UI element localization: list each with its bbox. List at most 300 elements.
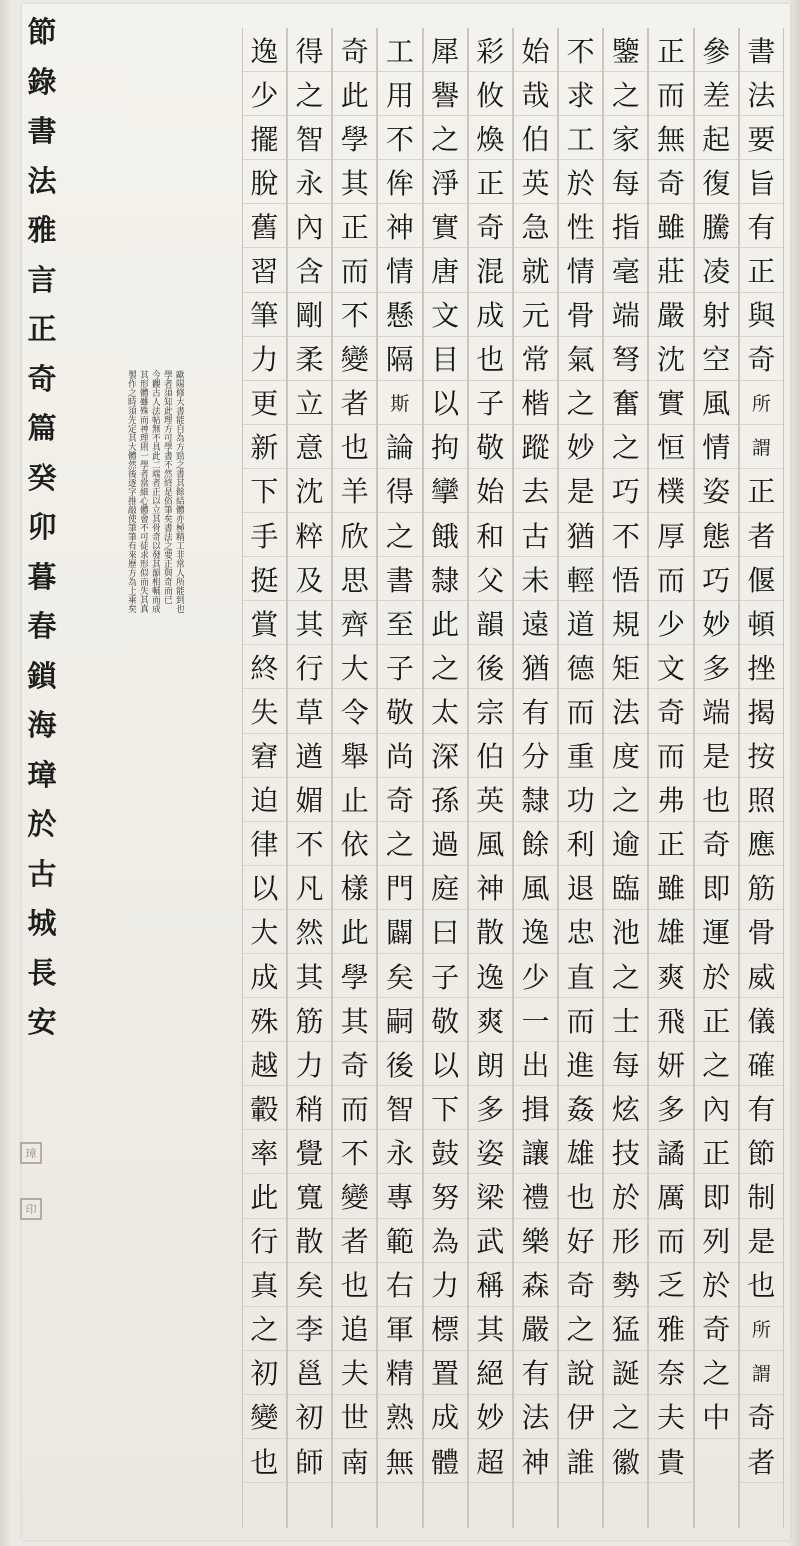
character-cell: 下 [424,1086,467,1130]
character-cell: 應 [740,822,783,866]
character-cell: 矣 [288,1263,331,1307]
character-cell: 譎 [649,1130,692,1174]
character-cell: 之 [604,72,647,116]
character-cell: 度 [604,734,647,778]
character-cell: 家 [604,116,647,160]
character-cell: 是 [695,734,738,778]
character-cell: 剛 [288,293,331,337]
character-cell: 李 [288,1307,331,1351]
character-cell: 分 [514,734,557,778]
text-column [603,28,648,1528]
character-cell: 姿 [695,469,738,513]
character-cell: 起 [695,116,738,160]
character-cell: 情 [559,248,602,292]
character-cell: 空 [695,337,738,381]
character-cell: 飛 [649,998,692,1042]
character-cell: 進 [559,1042,602,1086]
character-cell: 雖 [649,866,692,910]
character-cell: 英 [469,778,512,822]
signature-char: 安 [27,1005,57,1039]
character-cell: 尚 [378,734,421,778]
character-cell: 草 [288,689,331,733]
character-cell: 稍 [288,1086,331,1130]
character-cell: 樣 [333,866,376,910]
character-cell: 也 [469,337,512,381]
character-cell: 敬 [378,689,421,733]
annotation-column: 今觀古人法帖無不具此二端者正以立其骨奇以發其韻相輔而成 [150,370,160,613]
character-cell: 含 [288,248,331,292]
character-cell: 覺 [288,1130,331,1174]
character-cell: 率 [243,1130,286,1174]
character-cell: 臨 [604,866,647,910]
character-cell: 骨 [559,293,602,337]
character-cell: 意 [288,425,331,469]
character-cell: 奇 [469,204,512,248]
character-cell: 初 [243,1351,286,1395]
signature-char: 雅 [27,213,57,247]
character-cell: 悟 [604,557,647,601]
character-cell: 有 [740,204,783,248]
character-cell: 樂 [514,1219,557,1263]
character-cell: 所 [740,381,783,425]
signature-char: 海 [27,708,57,742]
character-cell: 未 [514,557,557,601]
character-cell: 於 [604,1174,647,1218]
character-cell: 即 [695,866,738,910]
character-cell: 妙 [469,1395,512,1439]
signature-char: 鎖 [27,658,57,693]
character-cell: 者 [333,381,376,425]
character-cell: 筋 [740,866,783,910]
character-cell: 也 [740,1263,783,1307]
character-cell: 其 [288,954,331,998]
character-cell: 森 [514,1263,557,1307]
character-cell: 力 [424,1263,467,1307]
character-cell: 新 [243,425,286,469]
character-cell: 偃 [740,557,783,601]
character-cell: 餓 [424,513,467,557]
character-cell: 父 [469,557,512,601]
character-cell: 伯 [514,116,557,160]
character-cell: 儀 [740,998,783,1042]
character-cell: 沈 [288,469,331,513]
character-cell: 鑒 [604,28,647,72]
character-cell: 挺 [243,557,286,601]
character-cell: 禮 [514,1174,557,1218]
character-cell: 至 [378,601,421,645]
character-cell: 者 [740,513,783,557]
character-cell: 道 [559,601,602,645]
character-cell: 彩 [469,28,512,72]
text-column [287,28,332,1528]
character-cell: 樸 [649,469,692,513]
character-cell: 書 [378,557,421,601]
character-cell: 得 [288,28,331,72]
character-cell: 宗 [469,689,512,733]
character-cell: 求 [559,72,602,116]
character-cell: 散 [469,910,512,954]
character-cell: 逸 [243,28,286,72]
character-cell: 絕 [469,1351,512,1395]
annotation-column: 製作之時須先定其大體然後逐字推敲使筆筆有來歷方為上乘矣 [126,370,136,613]
character-cell: 工 [378,28,421,72]
character-cell: 下 [243,469,286,513]
character-cell: 差 [695,72,738,116]
character-cell: 於 [695,1263,738,1307]
signature-char: 正 [27,312,57,346]
signature-char: 法 [27,163,57,198]
character-cell: 闢 [378,910,421,954]
character-cell: 揭 [740,689,783,733]
character-cell: 正 [649,822,692,866]
character-cell: 書 [740,28,783,72]
character-cell: 令 [333,689,376,733]
character-cell: 德 [559,645,602,689]
character-cell: 出 [514,1042,557,1086]
character-cell: 正 [333,204,376,248]
character-cell: 制 [740,1174,783,1218]
character-cell: 不 [604,513,647,557]
character-cell: 也 [559,1174,602,1218]
character-cell: 利 [559,822,602,866]
character-cell: 風 [695,381,738,425]
character-cell: 之 [604,778,647,822]
character-cell: 之 [604,954,647,998]
character-cell: 論 [378,425,421,469]
character-cell: 之 [695,1351,738,1395]
character-cell: 之 [424,116,467,160]
character-cell: 奇 [649,160,692,204]
character-cell: 隸 [514,778,557,822]
text-column [694,28,739,1528]
character-cell: 工 [559,116,602,160]
character-cell: 稱 [469,1263,512,1307]
character-cell: 庭 [424,866,467,910]
signature-char: 卯 [27,510,57,544]
character-cell: 筆 [243,293,286,337]
character-cell: 及 [288,557,331,601]
character-cell: 巧 [604,469,647,513]
character-cell: 多 [469,1086,512,1130]
character-cell: 正 [695,1130,738,1174]
character-cell: 力 [288,1042,331,1086]
character-cell: 炫 [604,1086,647,1130]
character-cell: 之 [378,513,421,557]
character-cell: 拘 [424,425,467,469]
character-cell: 而 [559,998,602,1042]
signature-char: 書 [27,114,57,148]
character-cell: 以 [424,381,467,425]
character-cell: 毫 [604,248,647,292]
character-cell: 無 [649,116,692,160]
character-cell: 態 [695,513,738,557]
character-cell: 敬 [469,425,512,469]
character-cell: 舊 [243,204,286,248]
character-cell: 少 [514,954,557,998]
character-cell: 武 [469,1219,512,1263]
character-cell: 有 [740,1086,783,1130]
character-cell: 好 [559,1219,602,1263]
character-cell: 之 [695,1042,738,1086]
character-cell: 欣 [333,513,376,557]
character-cell: 急 [514,204,557,248]
character-cell: 寬 [288,1174,331,1218]
character-cell: 正 [740,248,783,292]
character-cell: 無 [378,1439,421,1483]
character-cell: 徽 [604,1439,647,1483]
character-cell: 而 [649,734,692,778]
text-column [648,28,693,1528]
character-cell: 風 [514,866,557,910]
character-cell: 成 [424,1395,467,1439]
character-cell: 英 [514,160,557,204]
character-cell: 之 [378,822,421,866]
character-cell: 也 [695,778,738,822]
character-cell: 有 [514,689,557,733]
character-cell: 技 [604,1130,647,1174]
character-cell: 功 [559,778,602,822]
character-cell: 中 [695,1395,738,1439]
character-cell: 也 [333,1263,376,1307]
character-cell: 遠 [514,601,557,645]
character-cell: 雖 [649,204,692,248]
character-cell: 誕 [604,1351,647,1395]
character-cell: 嗣 [378,998,421,1042]
character-cell: 所 [740,1307,783,1351]
annotation-column: 歐陽修大書能自為方勁之書其餘結體亦極精工非常人所能到也 [174,370,184,613]
character-cell: 士 [604,998,647,1042]
character-cell: 其 [469,1307,512,1351]
character-cell: 犀 [424,28,467,72]
character-cell: 更 [243,381,286,425]
character-cell: 混 [469,248,512,292]
character-cell: 子 [378,645,421,689]
character-cell: 體 [424,1439,467,1483]
signature-char: 璋 [27,757,57,792]
signature-char: 春 [27,609,57,643]
character-cell: 妙 [695,601,738,645]
character-cell: 唐 [424,248,467,292]
character-cell: 古 [514,513,557,557]
character-cell: 南 [333,1439,376,1483]
character-cell: 右 [378,1263,421,1307]
character-cell: 奇 [378,778,421,822]
character-cell: 也 [243,1439,286,1483]
text-column [242,28,287,1528]
character-cell: 猛 [604,1307,647,1351]
character-cell: 每 [604,1042,647,1086]
character-cell: 行 [288,645,331,689]
character-cell: 譽 [424,72,467,116]
character-cell: 夫 [333,1351,376,1395]
character-cell: 情 [378,248,421,292]
signature-char: 城 [27,906,57,940]
character-cell: 淨 [424,160,467,204]
character-cell: 媚 [288,778,331,822]
character-cell: 大 [243,910,286,954]
character-cell: 風 [469,822,512,866]
character-cell: 其 [288,601,331,645]
character-cell: 隸 [424,557,467,601]
character-cell: 弗 [649,778,692,822]
character-cell: 勢 [604,1263,647,1307]
character-cell: 也 [333,425,376,469]
character-cell: 置 [424,1351,467,1395]
character-cell: 誰 [559,1439,602,1483]
red-seal-stamp-2: 印 [20,1198,42,1220]
character-cell: 而 [649,557,692,601]
character-cell: 而 [559,689,602,733]
character-cell: 學 [333,116,376,160]
character-cell: 其 [333,160,376,204]
character-cell: 越 [243,1042,286,1086]
character-cell: 思 [333,557,376,601]
character-cell: 確 [740,1042,783,1086]
character-cell: 筋 [288,998,331,1042]
character-cell: 終 [243,645,286,689]
character-cell: 奇 [649,689,692,733]
character-cell: 過 [424,822,467,866]
character-cell: 規 [604,601,647,645]
character-cell: 依 [333,822,376,866]
character-cell: 律 [243,822,286,866]
character-cell: 之 [559,1307,602,1351]
character-cell: 之 [424,645,467,689]
character-cell: 伯 [469,734,512,778]
character-cell: 粹 [288,513,331,557]
text-column [558,28,603,1528]
character-cell: 正 [649,28,692,72]
character-cell: 之 [288,72,331,116]
character-cell: 乏 [649,1263,692,1307]
character-cell: 有 [514,1351,557,1395]
character-cell: 妍 [649,1042,692,1086]
character-cell: 其 [333,998,376,1042]
character-cell: 轂 [243,1086,286,1130]
signature-char: 癸 [27,460,57,495]
character-cell: 夫 [649,1395,692,1439]
character-cell: 是 [740,1219,783,1263]
character-cell: 姿 [469,1130,512,1174]
character-cell: 巧 [695,557,738,601]
character-cell: 之 [604,425,647,469]
character-cell: 輕 [559,557,602,601]
character-cell: 文 [649,645,692,689]
character-cell: 逸 [514,910,557,954]
signature-char: 錄 [27,64,57,99]
character-cell: 迫 [243,778,286,822]
character-cell: 嚴 [649,293,692,337]
character-cell: 法 [514,1395,557,1439]
signature-column [24,8,60,1048]
character-cell: 敬 [424,998,467,1042]
character-cell: 奇 [740,1395,783,1439]
character-cell: 世 [333,1395,376,1439]
text-column [513,28,558,1528]
character-cell: 失 [243,689,286,733]
character-cell: 追 [333,1307,376,1351]
text-column [377,28,422,1528]
character-cell: 遒 [288,734,331,778]
character-cell: 而 [649,72,692,116]
character-cell: 嚴 [514,1307,557,1351]
character-cell: 深 [424,734,467,778]
character-cell: 熟 [378,1395,421,1439]
character-cell: 姦 [559,1086,602,1130]
small-annotation-text [88,370,184,1270]
character-cell: 以 [424,1042,467,1086]
character-cell: 凌 [695,248,738,292]
character-cell: 於 [559,160,602,204]
character-cell: 正 [469,160,512,204]
character-cell: 學 [333,954,376,998]
signature-char: 奇 [27,361,57,396]
character-cell: 蹤 [514,425,557,469]
character-cell: 韻 [469,601,512,645]
character-cell: 立 [288,381,331,425]
character-cell: 侔 [378,160,421,204]
character-cell: 奇 [333,28,376,72]
character-cell: 用 [378,72,421,116]
character-cell: 正 [695,998,738,1042]
character-cell: 始 [469,469,512,513]
character-cell: 柔 [288,337,331,381]
character-cell: 力 [243,337,286,381]
signature-char: 於 [27,807,57,841]
character-cell: 莊 [649,248,692,292]
character-cell: 正 [740,469,783,513]
character-cell: 者 [333,1219,376,1263]
character-cell: 為 [424,1219,467,1263]
character-cell: 奇 [559,1263,602,1307]
character-cell: 此 [333,72,376,116]
character-cell: 而 [649,1219,692,1263]
character-cell: 而 [333,248,376,292]
character-cell: 池 [604,910,647,954]
character-cell: 標 [424,1307,467,1351]
character-cell: 重 [559,734,602,778]
character-cell: 去 [514,469,557,513]
character-cell: 常 [514,337,557,381]
character-cell: 情 [695,425,738,469]
text-column [739,28,784,1528]
character-cell: 成 [469,293,512,337]
character-cell: 子 [469,381,512,425]
character-cell: 騰 [695,204,738,248]
character-cell: 後 [378,1042,421,1086]
character-cell: 以 [243,866,286,910]
character-cell: 舉 [333,734,376,778]
character-cell: 指 [604,204,647,248]
character-cell: 元 [514,293,557,337]
character-cell: 性 [559,204,602,248]
character-cell: 變 [333,1174,376,1218]
character-cell: 恒 [649,425,692,469]
character-cell: 然 [288,910,331,954]
character-cell: 精 [378,1351,421,1395]
character-cell: 雄 [649,910,692,954]
character-cell: 此 [424,601,467,645]
character-cell: 奇 [695,1307,738,1351]
character-cell: 之 [559,381,602,425]
character-cell: 伊 [559,1395,602,1439]
character-cell: 隔 [378,337,421,381]
character-cell: 逸 [469,954,512,998]
character-cell: 攸 [469,72,512,116]
character-cell: 不 [288,822,331,866]
character-cell: 智 [378,1086,421,1130]
character-cell: 謂 [740,425,783,469]
